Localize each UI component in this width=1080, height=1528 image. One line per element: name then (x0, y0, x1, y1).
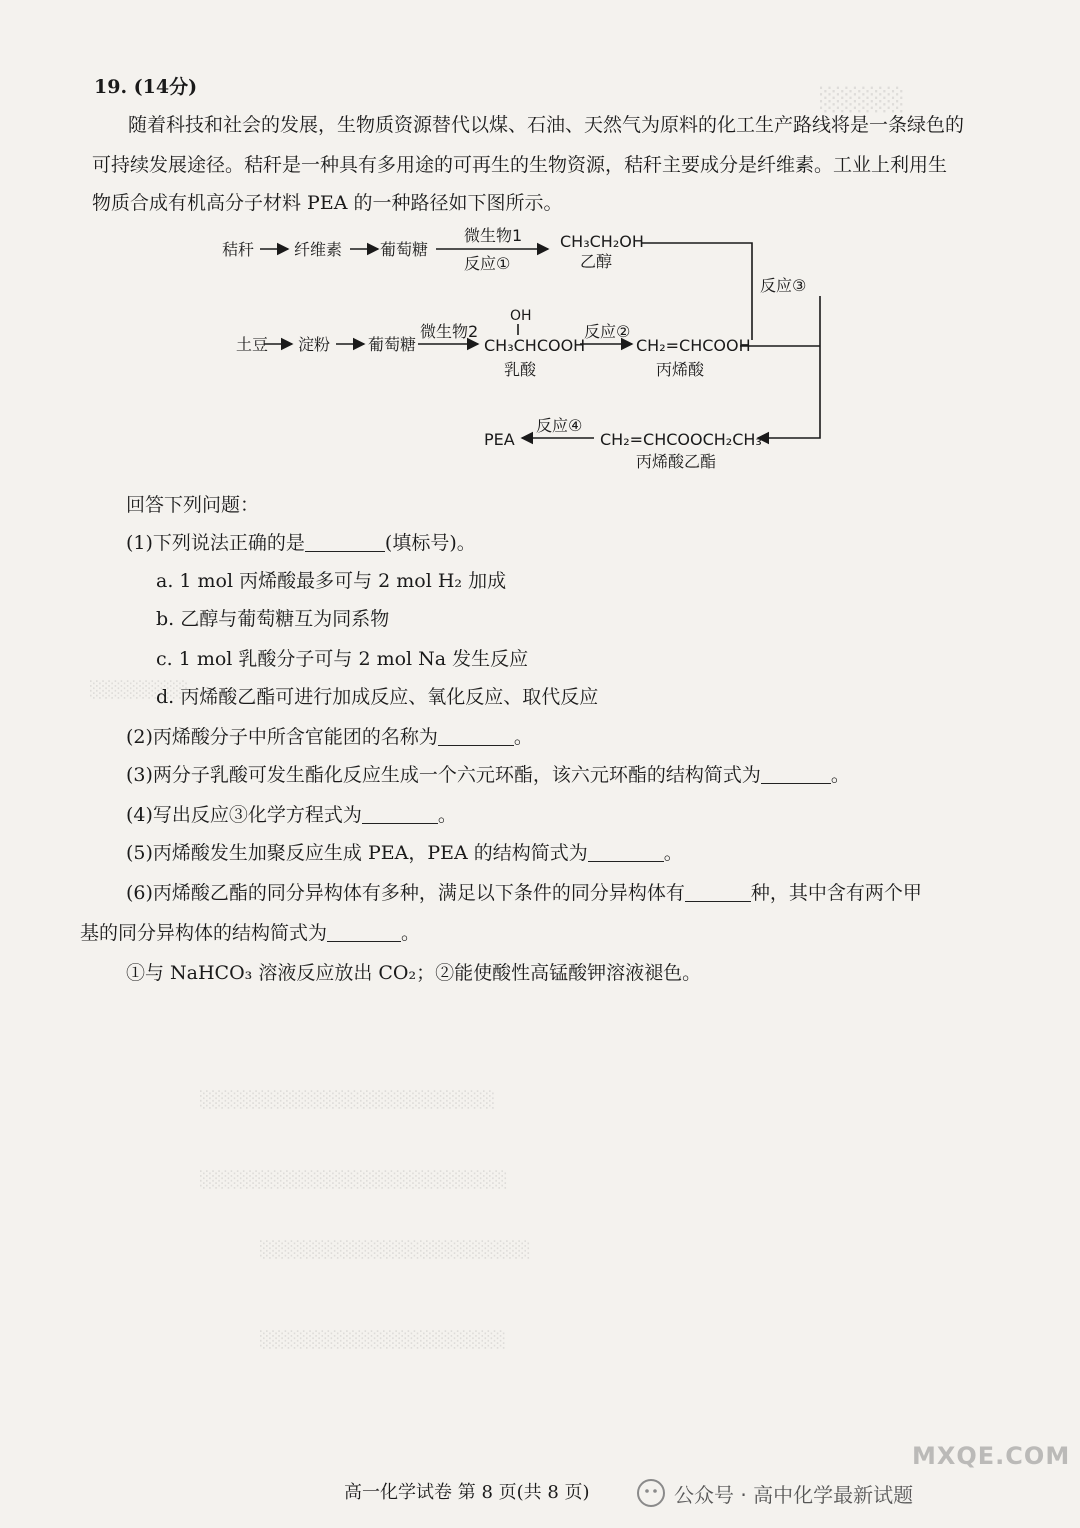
part-5-text: (5)丙烯酸发生加聚反应生成 PEA，PEA 的结构简式为 (126, 842, 588, 864)
diagram-arrows (0, 0, 1080, 480)
starch-label: 淀粉 (298, 335, 331, 354)
part-4-suffix: 。 (437, 804, 457, 826)
option-c: c. 1 mol 乳酸分子可与 2 mol Na 发生反应 (156, 648, 529, 670)
site-watermark: MXQE.COM (912, 1442, 1071, 1470)
arrow-reaction3 (758, 296, 820, 438)
ethanol-name: 乙醇 (580, 252, 613, 271)
ethyl-acrylate-formula: CH₂=CHCOOCH₂CH₃ (600, 430, 762, 449)
part-5 (126, 840, 683, 866)
part-4 (126, 802, 457, 828)
part-2-suffix: 。 (513, 726, 533, 748)
pea-label: PEA (484, 430, 515, 449)
answer-prompt: 回答下列问题： (126, 494, 260, 516)
reaction4-label: 反应④ (536, 416, 583, 435)
microbe1-label: 微生物1 (464, 226, 523, 245)
ethyl-acrylate-name: 丙烯酸乙酯 (636, 452, 717, 471)
part-2-text: (2)丙烯酸分子中所含官能团的名称为 (126, 726, 438, 748)
reaction3-label: 反应③ (760, 276, 807, 295)
part-1-text: (1)下列说法正确的是 (126, 532, 305, 554)
part-5-suffix: 。 (663, 842, 683, 864)
microbe2-label: 微生物2 (420, 322, 479, 341)
part-6-line-2-suffix: 。 (401, 922, 421, 944)
part-6-line-2-text: 基的同分异构体的结构简式为 (80, 922, 328, 944)
intro-line-3: 物质合成有机高分子材料 PEA 的一种路径如下图所示。 (92, 192, 563, 214)
question-number: 19. (14分) (94, 76, 198, 98)
part-2 (126, 724, 533, 750)
bracket-ethanol (642, 243, 752, 340)
potato-label: 土豆 (236, 335, 269, 354)
part-3-text: (3)两分子乳酸可发生酯化反应生成一个六元环酯，该六元环酯的结构简式为 (126, 764, 761, 786)
part-3-suffix: 。 (830, 764, 850, 786)
oh-group: OH (510, 308, 532, 324)
part-1 (126, 530, 476, 556)
answer-blank-4[interactable] (362, 803, 438, 824)
straw-label: 秸秆 (222, 240, 255, 259)
ethanol-formula: CH₃CH₂OH (560, 232, 644, 251)
option-b: b. 乙醇与葡萄糖互为同系物 (156, 608, 390, 630)
lactic-acid-formula: CH₃CHCOOH (484, 336, 586, 355)
answer-blank-6b[interactable] (327, 921, 401, 942)
wechat-icon (636, 1478, 666, 1508)
lactic-acid-name: 乳酸 (504, 360, 537, 379)
part-6-mid: 种，其中含有两个甲 (750, 882, 922, 904)
bleed-through-text: ░░░░░░░░░░░░░░░░░░░░░░░░ (200, 1090, 496, 1109)
glucose-label-2: 葡萄糖 (368, 335, 417, 354)
option-a: a. 1 mol 丙烯酸最多可与 2 mol H₂ 加成 (156, 570, 507, 592)
reaction2-label: 反应② (584, 322, 631, 341)
bleed-through-text: ░░░░░░░░ (90, 680, 189, 699)
part-3 (126, 762, 850, 788)
intro-line-1: 随着科技和社会的发展，生物质资源替代以煤、石油、天然气为原料的化工生产路线将是一条绿色的 (128, 114, 965, 136)
part-4-text: (4)写出反应③化学方程式为 (126, 804, 362, 826)
part-6 (126, 880, 922, 906)
bleed-through-text: ░░░░░ (820, 88, 905, 113)
cellulose-label: 纤维素 (294, 240, 343, 259)
answer-blank-6a[interactable] (685, 881, 751, 902)
answer-blank-5[interactable] (588, 841, 664, 862)
part-6-text: (6)丙烯酸乙酯的同分异构体有多种，满足以下条件的同分异构体有 (126, 882, 685, 904)
answer-blank-2[interactable] (438, 725, 514, 746)
answer-blank-3[interactable] (761, 763, 831, 784)
part-1-suffix: (填标号)。 (384, 532, 476, 554)
glucose-label-1: 葡萄糖 (380, 240, 429, 259)
watermark-text: 公众号 · 高中化学最新试题 (674, 1482, 914, 1507)
watermark (636, 1478, 913, 1508)
answer-blank-1[interactable] (305, 531, 385, 552)
conditions: ①与 NaHCO₃ 溶液反应放出 CO₂；②能使酸性高锰酸钾溶液褪色。 (126, 962, 702, 984)
bleed-through-text: ░░░░░░░░░░░░░░░░░░░░░░░░░ (200, 1170, 508, 1189)
reaction1-label: 反应① (464, 254, 511, 273)
bleed-through-text: ░░░░░░░░░░░░░░░░░░░░░░ (260, 1240, 531, 1259)
page-footer: 高一化学试卷 第 8 页(共 8 页) (344, 1482, 590, 1503)
acrylic-acid-formula: CH₂=CHCOOH (636, 336, 751, 355)
acrylic-acid-name: 丙烯酸 (656, 360, 705, 379)
option-d: d. 丙烯酸乙酯可进行加成反应、氧化反应、取代反应 (156, 686, 599, 708)
part-6-line-2 (80, 920, 420, 946)
bleed-through-text: ░░░░░░░░░░░░░░░░░░░░ (260, 1330, 507, 1349)
intro-line-2: 可持续发展途径。秸秆是一种具有多用途的可再生的生物资源，秸秆主要成分是纤维素。工业上利用生 (92, 154, 948, 176)
